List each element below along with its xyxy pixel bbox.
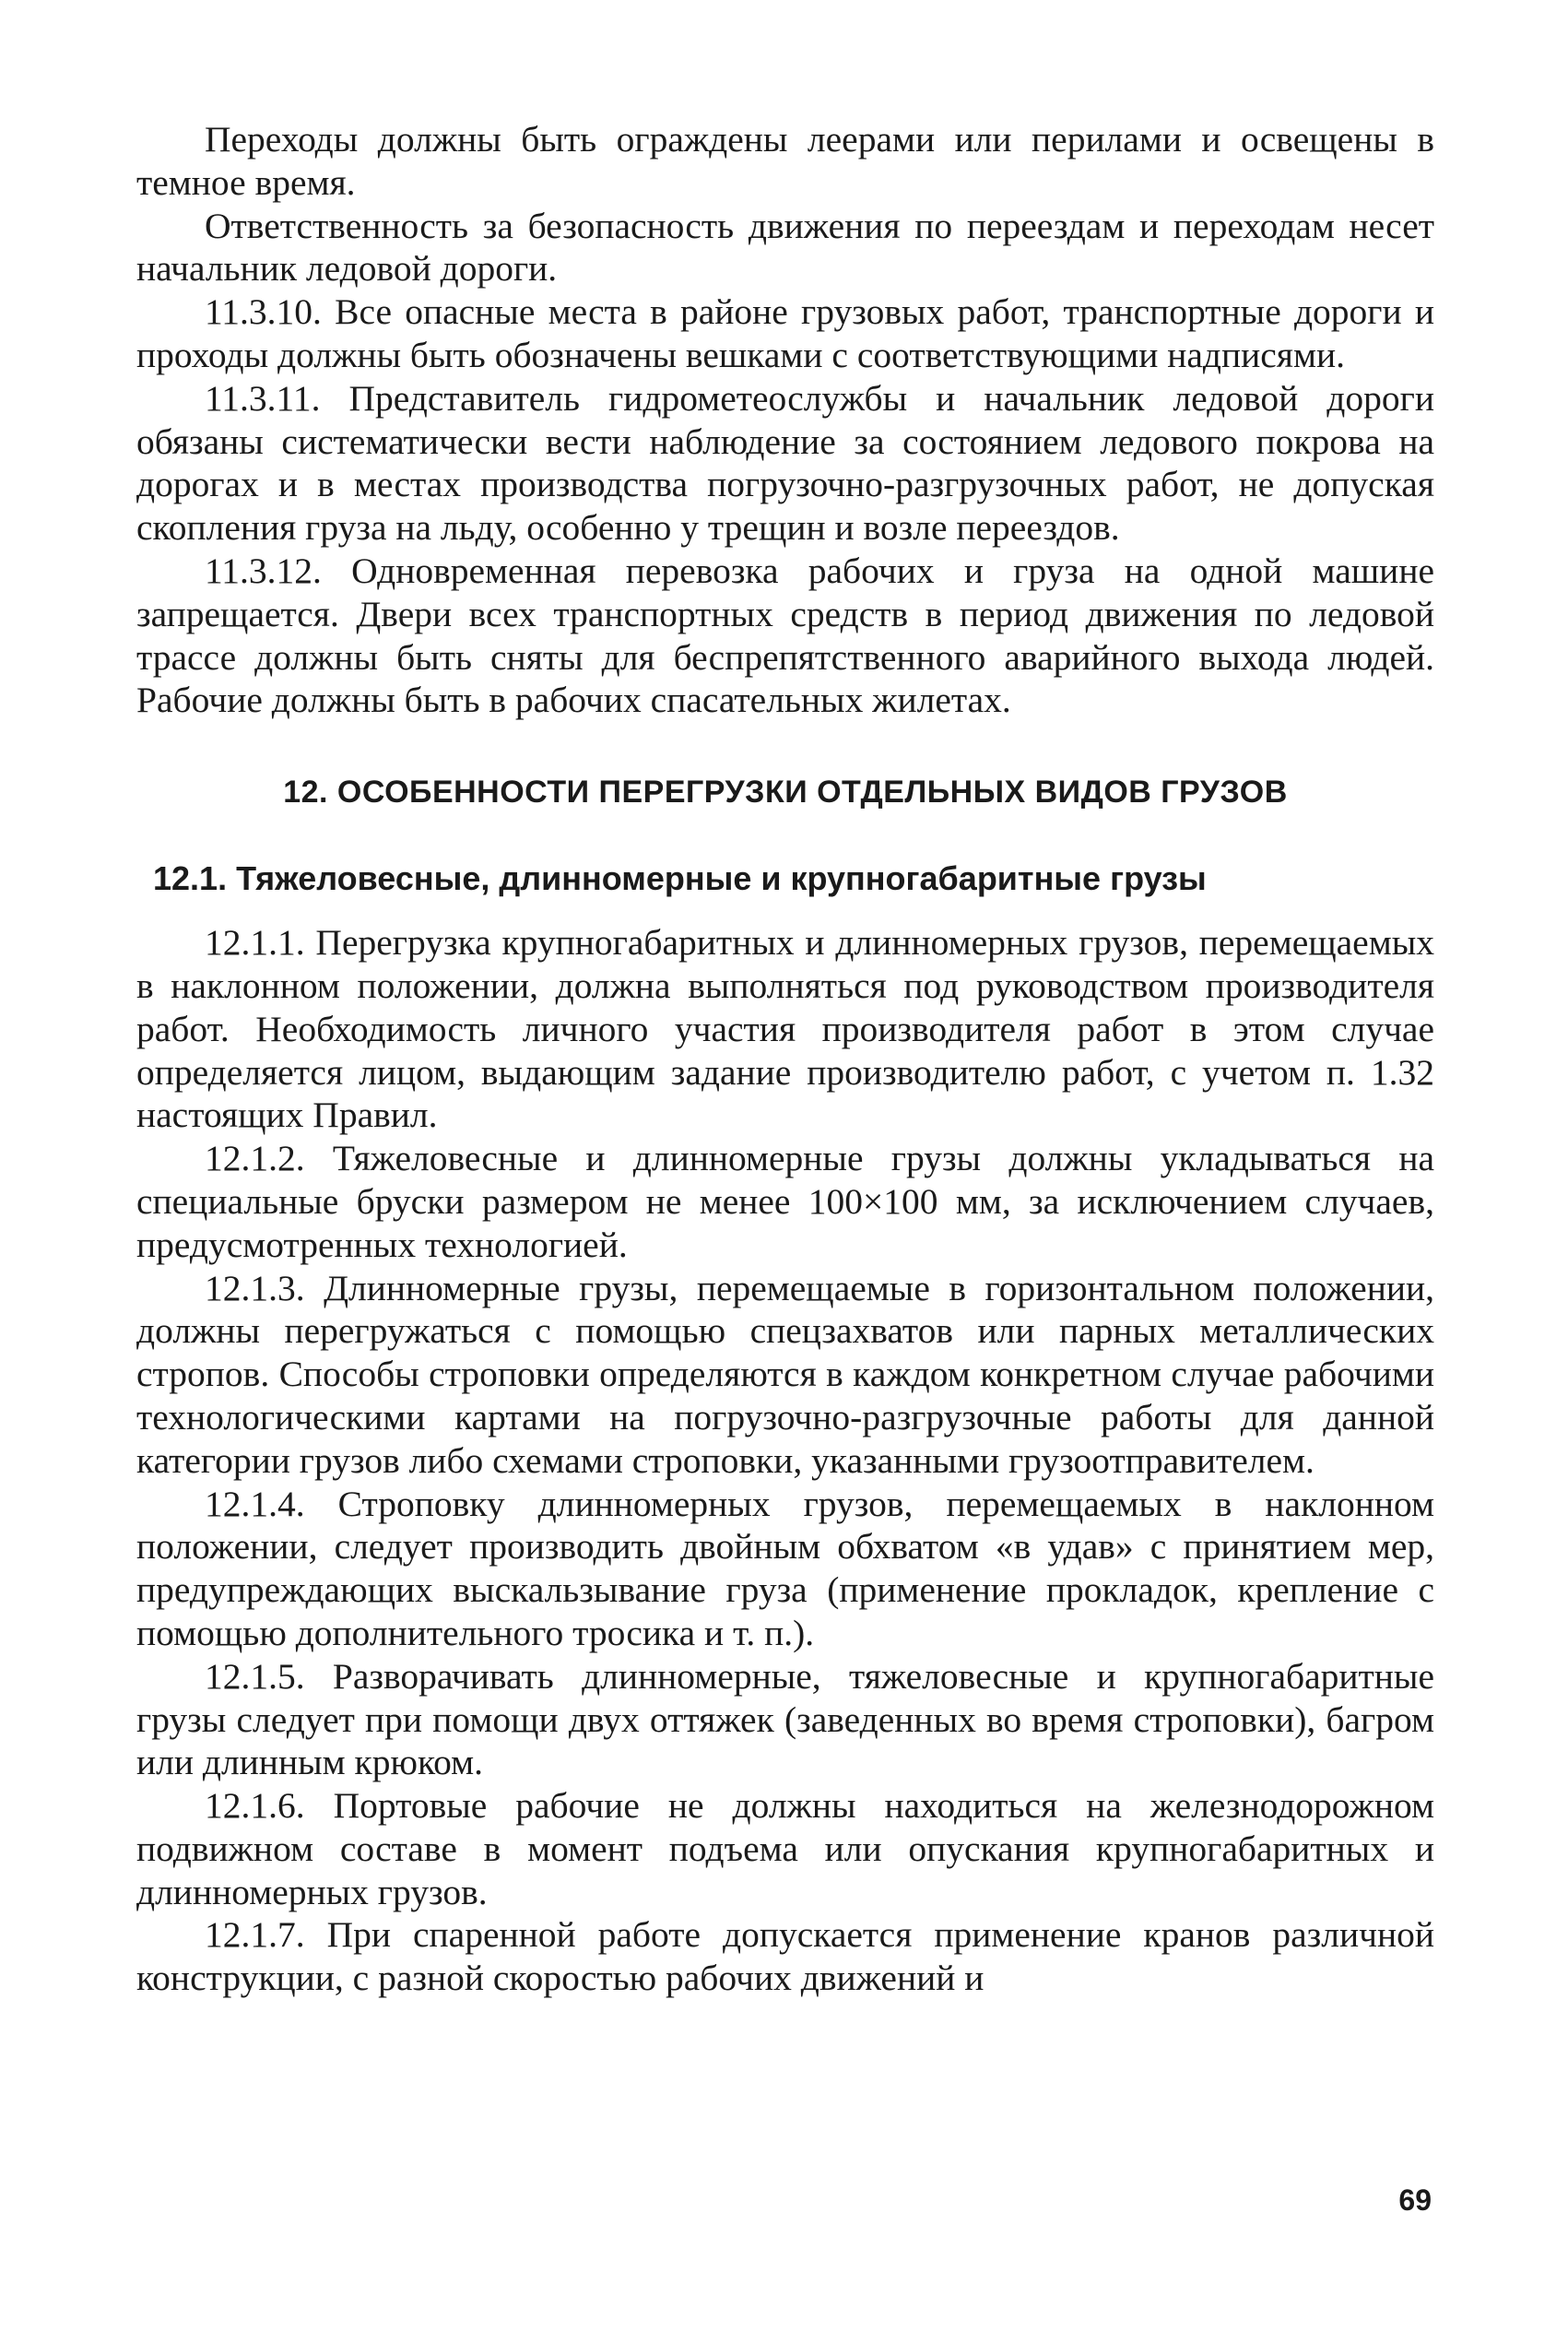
page-body — [136, 118, 1434, 2000]
paragraph: Ответственность за безопасность движения по переездам и переходам несет начальник ледовой дороги. — [136, 205, 1434, 290]
paragraph: 11.3.11. Представитель гидрометеослужбы и начальник ледовой дороги обязаны систематически вести наблюдение за состоянием ледового покрова на дорогах и в местах производства погрузочно-разгрузочных работ, не допуская скопления груза на льду, особенно у трещин и возле переездов. — [136, 377, 1434, 549]
subsection-heading: 12.1. Тяжеловесные, длинномерные и крупногабаритные грузы — [153, 859, 1207, 898]
paragraph: 11.3.12. Одновременная перевозка рабочих и груза на одной машине запрещается. Двери всех транспортных средств в период движения по ледовой трассе должны быть сняты для беспрепятственного аварийного выхода людей. Рабочие должны быть в рабочих спасательных жилетах. — [136, 550, 1434, 721]
page-number: 69 — [1398, 2183, 1432, 2217]
paragraph: 12.1.5. Разворачивать длинномерные, тяжеловесные и крупногабаритные грузы следует при помощи двух оттяжек (заведенных во время строповки), багром или длинным крюком. — [136, 1655, 1434, 1783]
paragraph: 12.1.3. Длинномерные грузы, перемещаемые в горизонтальном положении, должны перегружаться с помощью спецзахватов или парных металлических стропов. Способы строповки определяются в каждом конкретном случае рабочими технологическими картами на погрузочно-разгрузочные работы для данной категории грузов либо схемами строповки, указанными грузоотправителем. — [136, 1267, 1434, 1481]
paragraph: 12.1.7. При спаренной работе допускается применение кранов различной конструкции, с разной скоростью рабочих движений и — [136, 1914, 1434, 1999]
paragraph: 12.1.6. Портовые рабочие не должны находиться на железнодорожном подвижном составе в момент подъема или опускания крупногабаритных и длинномерных грузов. — [136, 1785, 1434, 1912]
paragraph: 11.3.10. Все опасные места в районе грузовых работ, транспортные дороги и проходы должны быть обозначены вешками с соответствующими надписями. — [136, 291, 1434, 375]
paragraph: 12.1.4. Строповку длинномерных грузов, перемещаемых в наклонном положении, следует производить двойным обхватом «в удав» с принятием мер, предупреждающих выскальзывание груза (применение прокладок, крепление с помощью дополнительного тросика и т. п.). — [136, 1483, 1434, 1653]
paragraph: 12.1.2. Тяжеловесные и длинномерные грузы должны укладываться на специальные бруски размером не менее 100×100 мм, за исключением случаев, предусмотренных технологией. — [136, 1138, 1434, 1265]
section-heading: 12. ОСОБЕННОСТИ ПЕРЕГРУЗКИ ОТДЕЛЬНЫХ ВИДОВ ГРУЗОВ — [283, 775, 1288, 811]
paragraph: 12.1.1. Перегрузка крупногабаритных и длинномерных грузов, перемещаемых в наклонном положении, должна выполняться под руководством производителя работ. Необходимость личного участия производителя работ в этом случае определяется лицом, выдающим задание производителю работ, с учетом п. 1.32 настоящих Правил. — [136, 922, 1434, 1136]
paragraph: Переходы должны быть ограждены леерами или перилами и освещены в темное время. — [136, 119, 1434, 203]
